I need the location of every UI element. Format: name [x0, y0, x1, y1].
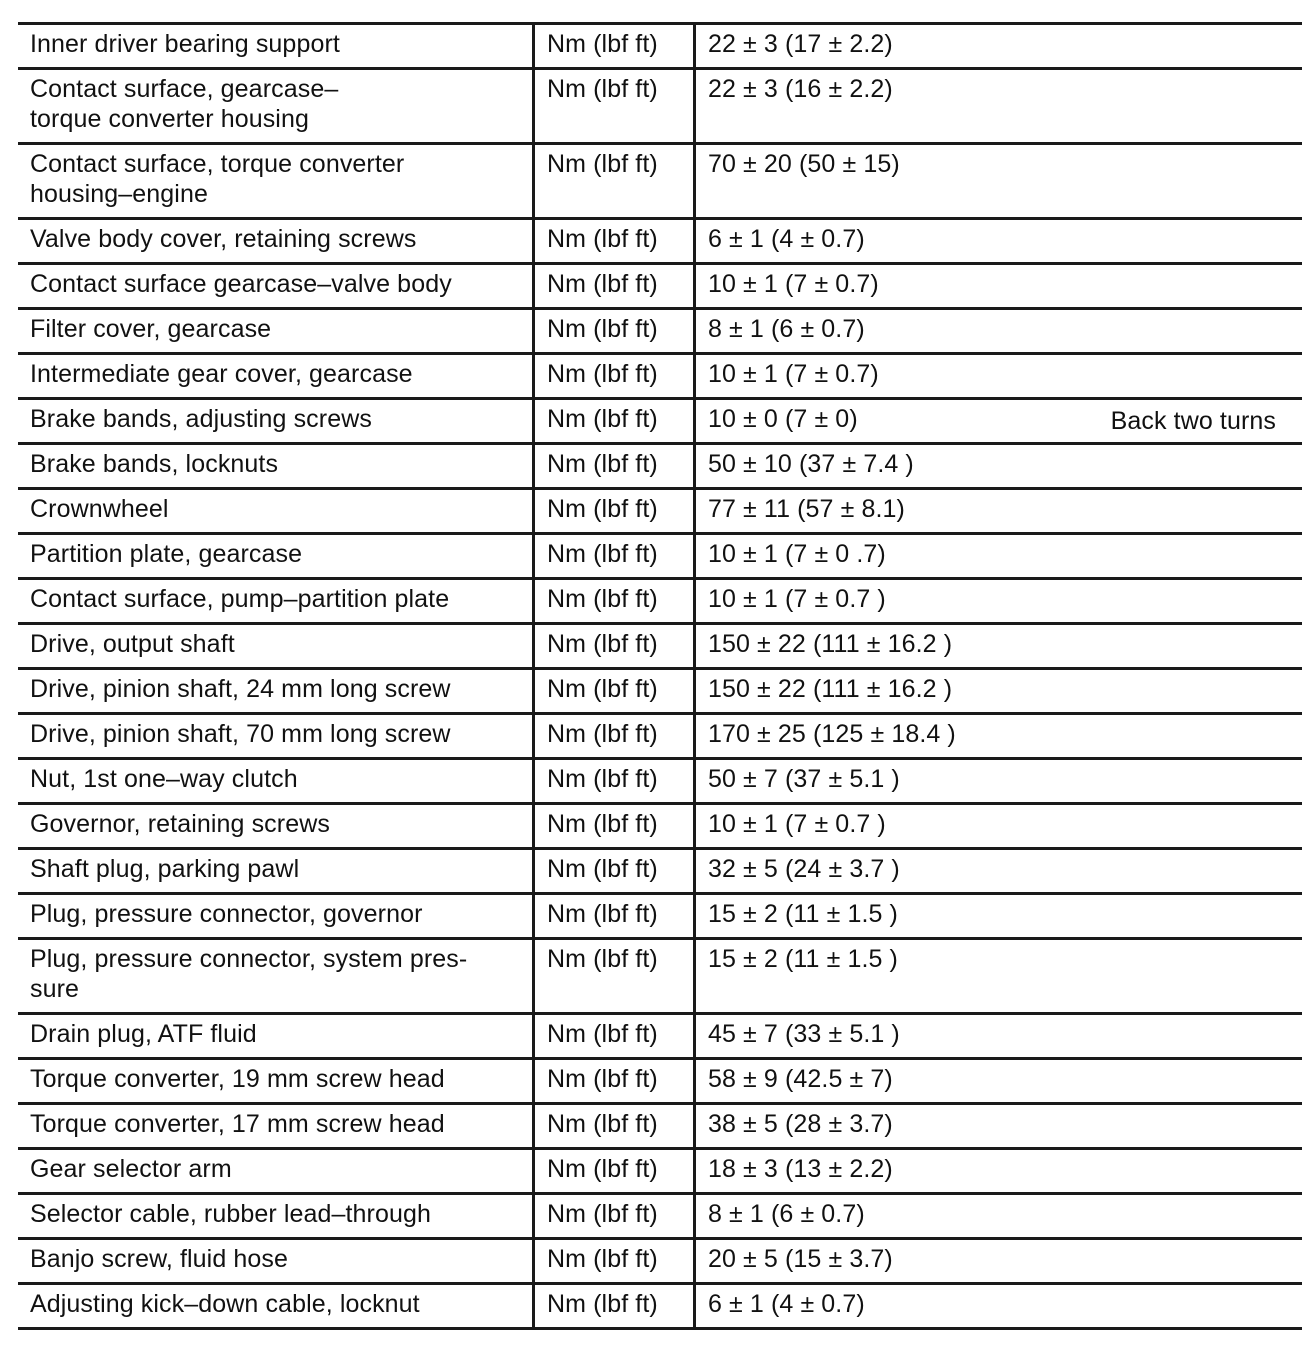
torque-value: 50 ± 7 (37 ± 5.1 ): [708, 765, 900, 793]
torque-value: 20 ± 5 (15 ± 3.7): [708, 1245, 893, 1273]
torque-value: 10 ± 0 (7 ± 0): [708, 405, 858, 433]
torque-value-cell: [695, 759, 1303, 804]
torque-value: 150 ± 22 (111 ± 16.2 ): [708, 630, 953, 658]
torque-value: 170 ± 25 (125 ± 18.4 ): [708, 720, 956, 748]
table-row: [18, 759, 1302, 804]
table-row: [18, 534, 1302, 579]
torque-value-cell: [695, 1239, 1303, 1284]
part-name: Brake bands, locknuts: [18, 444, 534, 489]
unit: Nm (lbf ft): [534, 1284, 695, 1329]
unit: Nm (lbf ft): [534, 714, 695, 759]
table-row: [18, 309, 1302, 354]
torque-value: 10 ± 1 (7 ± 0.7): [708, 360, 879, 388]
torque-value: 8 ± 1 (6 ± 0.7): [708, 1200, 865, 1228]
torque-value-cell: [695, 444, 1303, 489]
table-row: [18, 1194, 1302, 1239]
part-name: Banjo screw, fluid hose: [18, 1239, 534, 1284]
torque-value: 15 ± 2 (11 ± 1.5 ): [708, 945, 898, 973]
table-row: [18, 1239, 1302, 1284]
unit: Nm (lbf ft): [534, 264, 695, 309]
torque-value-cell: [695, 714, 1303, 759]
unit: Nm (lbf ft): [534, 624, 695, 669]
part-name: Intermediate gear cover, gearcase: [18, 354, 534, 399]
table-row: [18, 1104, 1302, 1149]
part-name: Plug, pressure connector, governor: [18, 894, 534, 939]
table-row: [18, 144, 1302, 219]
part-name: Selector cable, rubber lead–through: [18, 1194, 534, 1239]
table-row: [18, 579, 1302, 624]
unit: Nm (lbf ft): [534, 1239, 695, 1284]
torque-value: 10 ± 1 (7 ± 0.7 ): [708, 585, 886, 613]
part-name: Governor, retaining screws: [18, 804, 534, 849]
table-row: [18, 24, 1302, 69]
torque-value: 70 ± 20 (50 ± 15): [708, 150, 900, 178]
torque-value-cell: [695, 1194, 1303, 1239]
torque-value-cell: [695, 849, 1303, 894]
table-row: [18, 264, 1302, 309]
part-name: Inner driver bearing support: [18, 24, 534, 69]
unit: Nm (lbf ft): [534, 849, 695, 894]
table-row: [18, 849, 1302, 894]
torque-value-cell: [695, 399, 1303, 444]
unit: Nm (lbf ft): [534, 894, 695, 939]
unit: Nm (lbf ft): [534, 219, 695, 264]
unit: Nm (lbf ft): [534, 24, 695, 69]
torque-value: 15 ± 2 (11 ± 1.5 ): [708, 900, 898, 928]
torque-specification-sheet: [18, 22, 1302, 1330]
torque-value-cell: [695, 1104, 1303, 1149]
table-row: [18, 399, 1302, 444]
table-row: [18, 444, 1302, 489]
unit: Nm (lbf ft): [534, 1104, 695, 1149]
part-name: Contact surface, pump–partition plate: [18, 579, 534, 624]
torque-value-cell: [695, 1059, 1303, 1104]
torque-value-cell: [695, 219, 1303, 264]
part-name: Drive, pinion shaft, 24 mm long screw: [18, 669, 534, 714]
torque-value: 50 ± 10 (37 ± 7.4 ): [708, 450, 914, 478]
torque-value-cell: [695, 534, 1303, 579]
unit: Nm (lbf ft): [534, 1014, 695, 1059]
unit: Nm (lbf ft): [534, 444, 695, 489]
table-row: [18, 669, 1302, 714]
part-name: Torque converter, 19 mm screw head: [18, 1059, 534, 1104]
table-row: [18, 939, 1302, 1014]
torque-value: 22 ± 3 (17 ± 2.2): [708, 30, 893, 58]
part-name: Shaft plug, parking pawl: [18, 849, 534, 894]
unit: Nm (lbf ft): [534, 1149, 695, 1194]
torque-value: 77 ± 11 (57 ± 8.1): [708, 495, 905, 523]
torque-note: Back two turns: [1110, 407, 1276, 435]
unit: Nm (lbf ft): [534, 669, 695, 714]
unit: Nm (lbf ft): [534, 759, 695, 804]
torque-value-cell: [695, 1284, 1303, 1329]
table-row: [18, 1014, 1302, 1059]
part-name: Torque converter, 17 mm screw head: [18, 1104, 534, 1149]
table-row: [18, 1059, 1302, 1104]
torque-value: 8 ± 1 (6 ± 0.7): [708, 315, 865, 343]
torque-table: [18, 22, 1302, 1330]
table-row: [18, 489, 1302, 534]
torque-value-cell: [695, 264, 1303, 309]
table-row: [18, 894, 1302, 939]
table-row: [18, 1149, 1302, 1194]
torque-value: 6 ± 1 (4 ± 0.7): [708, 225, 865, 253]
torque-value-cell: [695, 669, 1303, 714]
part-name: Contact surface gearcase–valve body: [18, 264, 534, 309]
torque-value-cell: [695, 24, 1303, 69]
torque-value: 22 ± 3 (16 ± 2.2): [708, 75, 893, 103]
part-name: Plug, pressure connector, system pres- sure: [18, 939, 534, 1014]
table-row: [18, 69, 1302, 144]
torque-value-cell: [695, 579, 1303, 624]
unit: Nm (lbf ft): [534, 399, 695, 444]
part-name: Partition plate, gearcase: [18, 534, 534, 579]
table-row: [18, 1284, 1302, 1329]
table-row: [18, 354, 1302, 399]
torque-value: 6 ± 1 (4 ± 0.7): [708, 1290, 865, 1318]
unit: Nm (lbf ft): [534, 144, 695, 219]
part-name: Drive, pinion shaft, 70 mm long screw: [18, 714, 534, 759]
torque-value-cell: [695, 354, 1303, 399]
torque-value-cell: [695, 1149, 1303, 1194]
unit: Nm (lbf ft): [534, 579, 695, 624]
torque-value: 18 ± 3 (13 ± 2.2): [708, 1155, 893, 1183]
torque-value: 10 ± 1 (7 ± 0 .7): [708, 540, 886, 568]
torque-value-cell: [695, 309, 1303, 354]
part-name: Drive, output shaft: [18, 624, 534, 669]
table-row: [18, 624, 1302, 669]
unit: Nm (lbf ft): [534, 1059, 695, 1104]
unit: Nm (lbf ft): [534, 534, 695, 579]
torque-value-cell: [695, 939, 1303, 1014]
part-name: Drain plug, ATF fluid: [18, 1014, 534, 1059]
torque-value-cell: [695, 489, 1303, 534]
part-name: Contact surface, torque converter housing–engine: [18, 144, 534, 219]
unit: Nm (lbf ft): [534, 804, 695, 849]
torque-table-body: [18, 24, 1302, 1329]
torque-value-cell: [695, 1014, 1303, 1059]
part-name: Adjusting kick–down cable, locknut: [18, 1284, 534, 1329]
part-name: Gear selector arm: [18, 1149, 534, 1194]
torque-value: 10 ± 1 (7 ± 0.7): [708, 270, 879, 298]
torque-value: 150 ± 22 (111 ± 16.2 ): [708, 675, 953, 703]
unit: Nm (lbf ft): [534, 69, 695, 144]
unit: Nm (lbf ft): [534, 489, 695, 534]
unit: Nm (lbf ft): [534, 1194, 695, 1239]
part-name: Filter cover, gearcase: [18, 309, 534, 354]
part-name: Brake bands, adjusting screws: [18, 399, 534, 444]
part-name: Valve body cover, retaining screws: [18, 219, 534, 264]
unit: Nm (lbf ft): [534, 309, 695, 354]
table-row: [18, 714, 1302, 759]
part-name: Contact surface, gearcase– torque converter housing: [18, 69, 534, 144]
torque-value-cell: [695, 894, 1303, 939]
unit: Nm (lbf ft): [534, 354, 695, 399]
torque-value-cell: [695, 69, 1303, 144]
torque-value-cell: [695, 624, 1303, 669]
part-name: Crownwheel: [18, 489, 534, 534]
table-row: [18, 804, 1302, 849]
part-name: Nut, 1st one–way clutch: [18, 759, 534, 804]
torque-value: 45 ± 7 (33 ± 5.1 ): [708, 1020, 900, 1048]
table-row: [18, 219, 1302, 264]
torque-value-cell: [695, 804, 1303, 849]
torque-value: 32 ± 5 (24 ± 3.7 ): [708, 855, 900, 883]
torque-value: 58 ± 9 (42.5 ± 7): [708, 1065, 893, 1093]
torque-value: 38 ± 5 (28 ± 3.7): [708, 1110, 893, 1138]
torque-value: 10 ± 1 (7 ± 0.7 ): [708, 810, 886, 838]
torque-value-cell: [695, 144, 1303, 219]
unit: Nm (lbf ft): [534, 939, 695, 1014]
